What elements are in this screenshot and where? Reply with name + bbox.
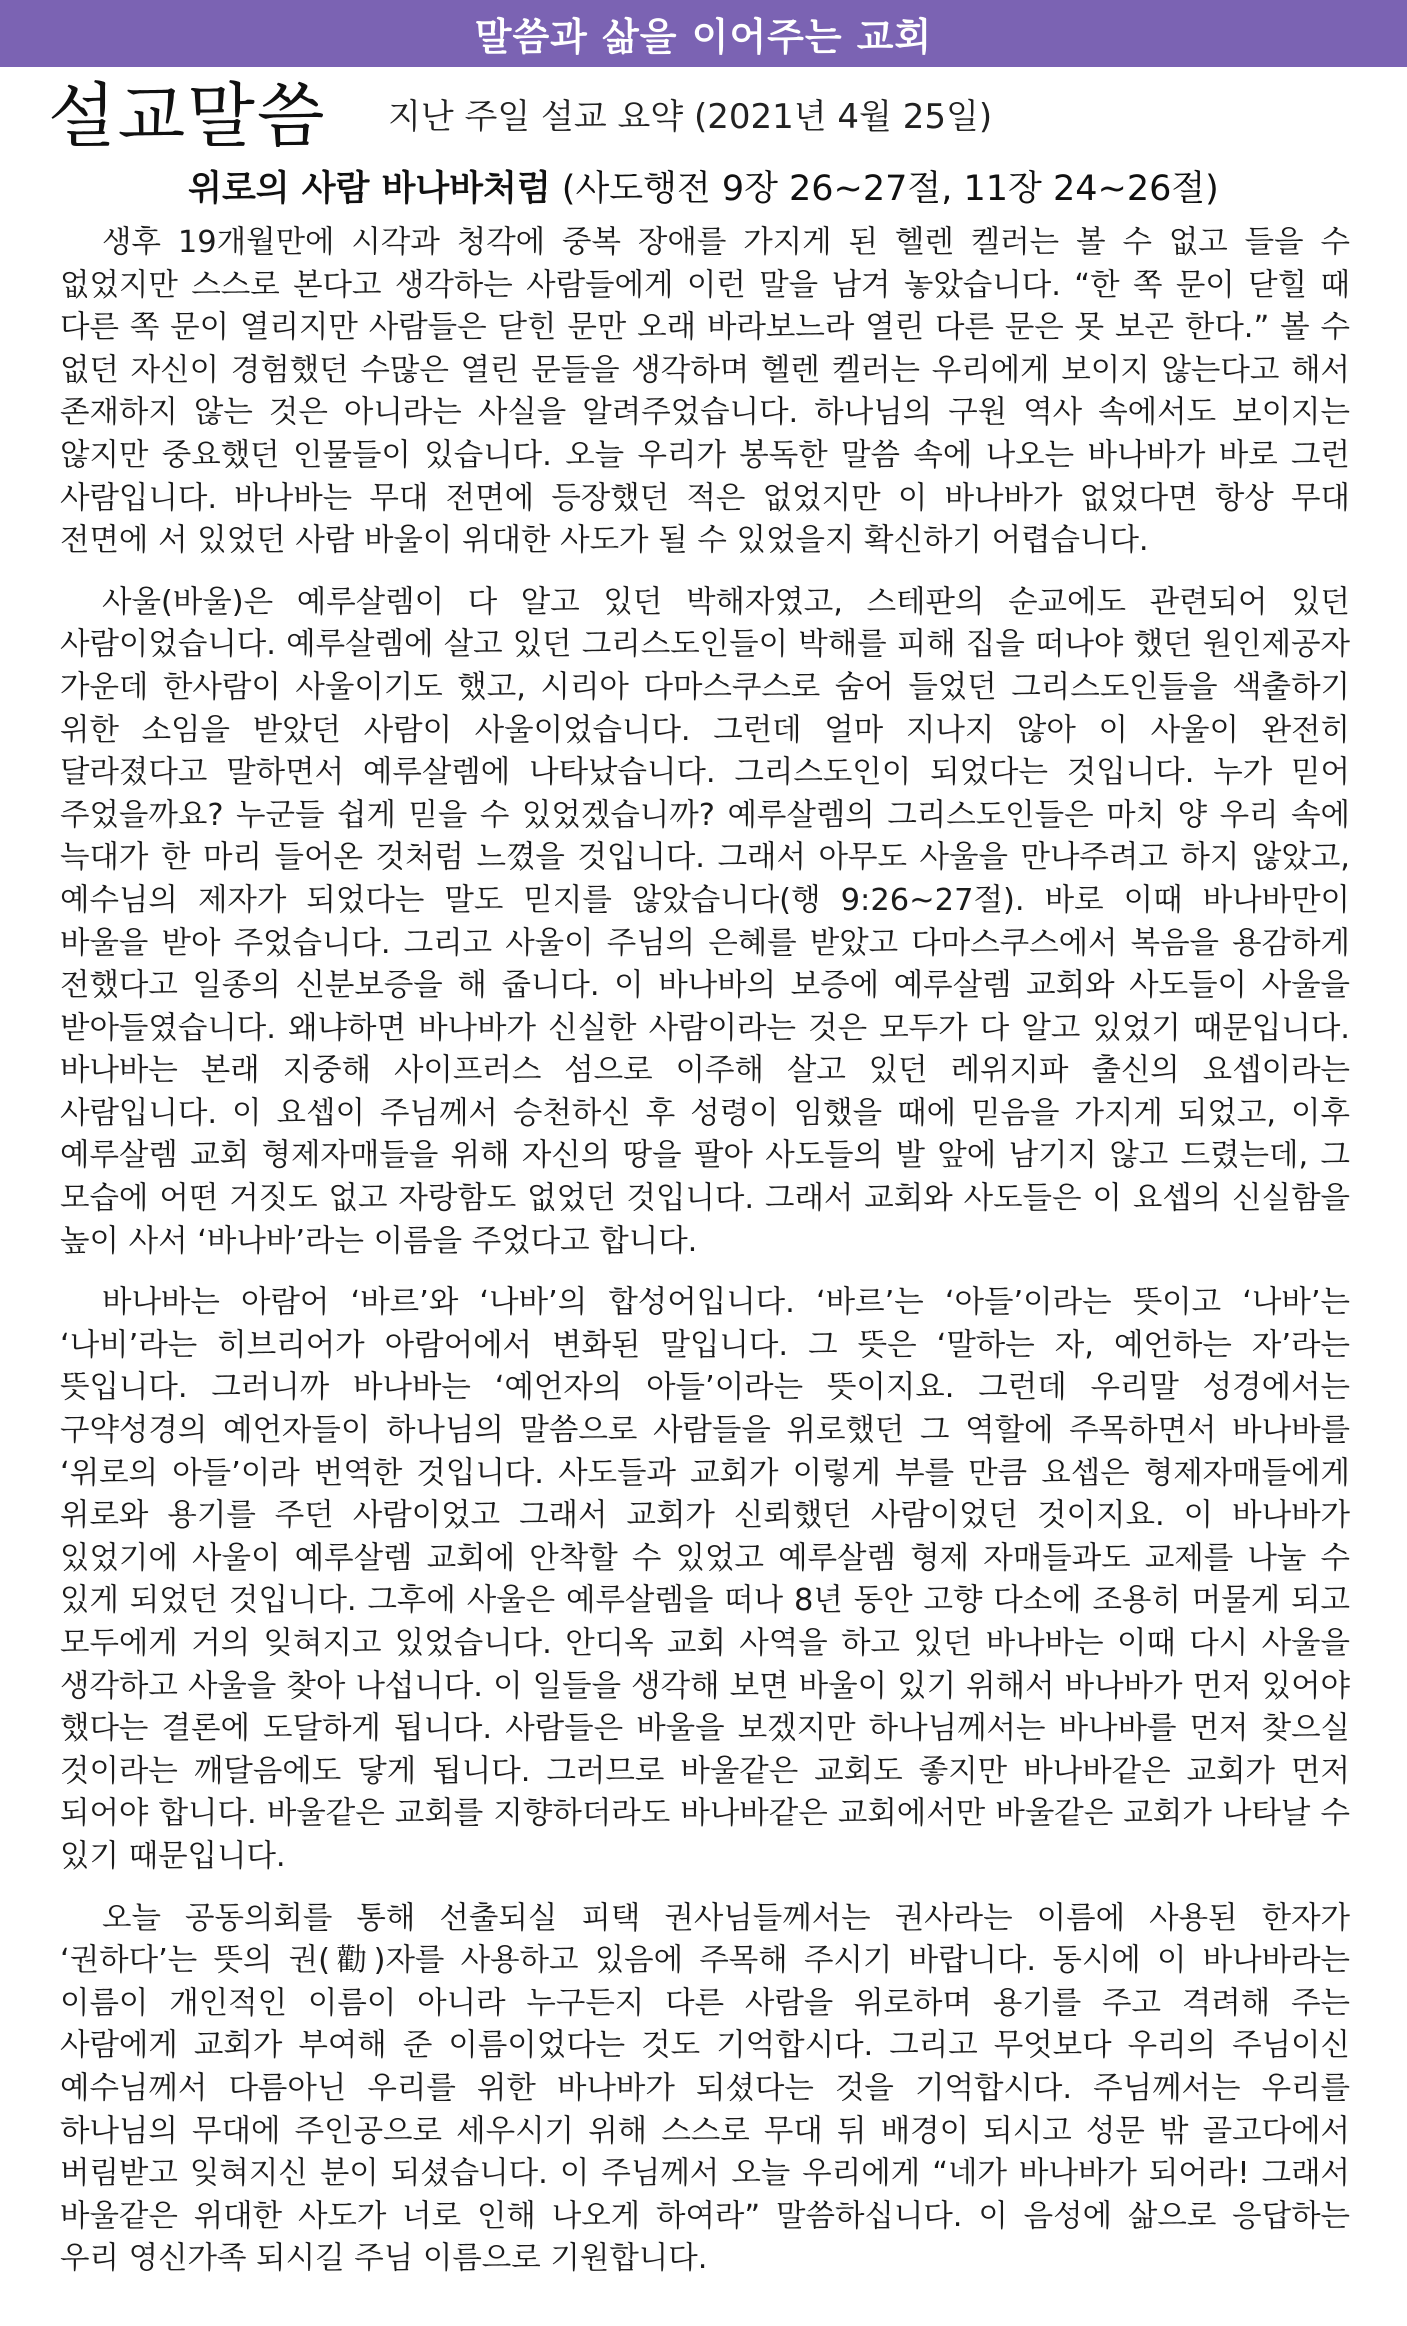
sermon-title (0, 166, 1407, 212)
church-motto-banner (0, 0, 1407, 67)
sermon-scripture-reference: (사도행전 9장 26~27절, 11장 24~26절) (561, 169, 1219, 209)
sermon-paragraph: 바나바는 아람어 ‘바르’와 ‘나바’의 합성어입니다. ‘바르’는 ‘아들’이라는 뜻이고 ‘나바’는 ‘나비’라는 히브리어가 아람어에서 변화된 말입니다. 그 뜻은 ‘말하는 자, 예언하는 자’라는 뜻입니다. 그러니까 바나바는 ‘예언자의 아들’이라는 뜻이지요. 그런데 우리말 성경에서는 구약성경의 예언자들이 하나님의 말씀으로 사람들을 위로했던 그 역할에 주목하면서 바나바를 ‘위로의 아들’이라 번역한 것입니다. 사도들과 교회가 이렇게 부를 만큼 요셉은 형제자매들에게 위로와 용기를 주던 사람이었고 그래서 교회가 신뢰했던 사람이었던 것이지요. 이 바나바가 있었기에 사울이 예루살렘 교회에 안착할 수 있었고 예루살렘 형제 자매들과도 교제를 나눌 수 있게 되었던 것입니다. 그후에 사울은 예루살렘을 떠나 8년 동안 고향 다소에 조용히 머물게 되고 모두에게 거의 잊혀지고 있었습니다. 안디옥 교회 사역을 하고 있던 바나바는 이때 다시 사울을 생각하고 사울을 찾아 나섭니다. 이 일들을 생각해 보면 바울이 있기 위해서 바나바가 먼저 있어야 했다는 결론에 도달하게 됩니다. 사람들은 바울을 보겠지만 하나님께서는 바나바를 먼저 찾으실 것이라는 깨달음에도 닿게 됩니다. 그러므로 바울같은 교회도 좋지만 바나바같은 교회가 먼저 되어야 합니다. 바울같은 교회를 지향하더라도 바나바같은 교회에서만 바울같은 교회가 나타날 수 있기 때문입니다. (60, 1285, 1350, 1874)
sermon-date-subtitle: 지난 주일 설교 요약 (2021년 4월 25일) (388, 97, 993, 137)
sermon-paragraph: 생후 19개월만에 시각과 청각에 중복 장애를 가지게 된 헬렌 켈러는 볼 수 없고 들을 수 없었지만 스스로 본다고 생각하는 사람들에게 이런 말을 남겨 놓았습니다. “한 쪽 문이 닫힐 때 다른 쪽 문이 열리지만 사람들은 닫힌 문만 오래 바라보느라 열린 다른 문은 못 보곤 한다.” 볼 수 없던 자신이 경험했던 수많은 열린 문들을 생각하며 헬렌 켈러는 우리에게 보이지 않는다고 해서 존재하지 않는 것은 아니라는 사실을 알려주었습니다. 하나님의 구원 역사 속에서도 보이지는 않지만 중요했던 인물들이 있습니다. 오늘 우리가 봉독한 말씀 속에 나오는 바나바가 바로 그런 사람입니다. 바나바는 무대 전면에 등장했던 적은 없었지만 이 바나바가 없었다면 항상 무대 전면에 서 있었던 사람 바울이 위대한 사도가 될 수 있었을지 확신하기 어렵습니다. (60, 225, 1350, 559)
banner-text: 말씀과 삶을 이어주는 교회 (474, 15, 933, 59)
section-title: 설교말씀 (48, 75, 327, 157)
sermon-body (60, 222, 1350, 2300)
bulletin-header (48, 70, 1378, 162)
sermon-title-main: 위로의 사람 바나바처럼 (188, 169, 551, 209)
sermon-paragraph: 오늘 공동의회를 통해 선출되실 피택 권사님들께서는 권사라는 이름에 사용된 한자가 ‘권하다’는 뜻의 권(勸)자를 사용하고 있음에 주목해 주시기 바랍니다. 동시에 이 바나바라는 이름이 개인적인 이름이 아니라 누구든지 다른 사람을 위로하며 용기를 주고 격려해 주는 사람에게 교회가 부여해 준 이름이었다는 것도 기억합시다. 그리고 무엇보다 우리의 주님이신 예수님께서 다름아닌 우리를 위한 바나바가 되셨다는 것을 기억합시다. 주님께서는 우리를 하나님의 무대에 주인공으로 세우시기 위해 스스로 무대 뒤 배경이 되시고 성문 밖 골고다에서 버림받고 잊혀지신 분이 되셨습니다. 이 주님께서 오늘 우리에게 “네가 바나바가 되어라! 그래서 바울같은 위대한 사도가 너로 인해 나오게 하여라” 말씀하십니다. 이 음성에 삶으로 응답하는 우리 영신가족 되시길 주님 이름으로 기원합니다. (60, 1900, 1350, 2277)
sermon-paragraph: 사울(바울)은 예루살렘이 다 알고 있던 박해자였고, 스테판의 순교에도 관련되어 있던 사람이었습니다. 예루살렘에 살고 있던 그리스도인들이 박해를 피해 집을 떠나야 했던 원인제공자 가운데 한사람이 사울이기도 했고, 시리아 다마스쿠스로 숨어 들었던 그리스도인들을 색출하기 위한 소임을 받았던 사람이 사울이었습니다. 그런데 얼마 지나지 않아 이 사울이 완전히 달라졌다고 말하면서 예루살렘에 나타났습니다. 그리스도인이 되었다는 것입니다. 누가 믿어 주었을까요? 누군들 쉽게 믿을 수 있었겠습니까? 예루살렘의 그리스도인들은 마치 양 우리 속에 늑대가 한 마리 들어온 것처럼 느꼈을 것입니다. 그래서 아무도 사울을 만나주려고 하지 않았고, 예수님의 제자가 되었다는 말도 믿지를 않았습니다(행 9:26~27절). 바로 이때 바나바만이 바울을 받아 주었습니다. 그리고 사울이 주님의 은혜를 받았고 다마스쿠스에서 복음을 용감하게 전했다고 일종의 신분보증을 해 줍니다. 이 바나바의 보증에 예루살렘 교회와 사도들이 사울을 받아들였습니다. 왜냐하면 바나바가 신실한 사람이라는 것은 모두가 다 알고 있었기 때문입니다. 바나바는 본래 지중해 사이프러스 섬으로 이주해 살고 있던 레위지파 출신의 요셉이라는 사람입니다. 이 요셉이 주님께서 승천하신 후 성령이 임했을 때에 믿음을 가지게 되었고, 이후 예루살렘 교회 형제자매들을 위해 자신의 땅을 팔아 사도들의 발 앞에 남기지 않고 드렸는데, 그 모습에 어떤 거짓도 없고 자랑함도 없었던 것입니다. 그래서 교회와 사도들은 이 요셉의 신실함을 높이 사서 ‘바나바’라는 이름을 주었다고 합니다. (60, 584, 1350, 1259)
